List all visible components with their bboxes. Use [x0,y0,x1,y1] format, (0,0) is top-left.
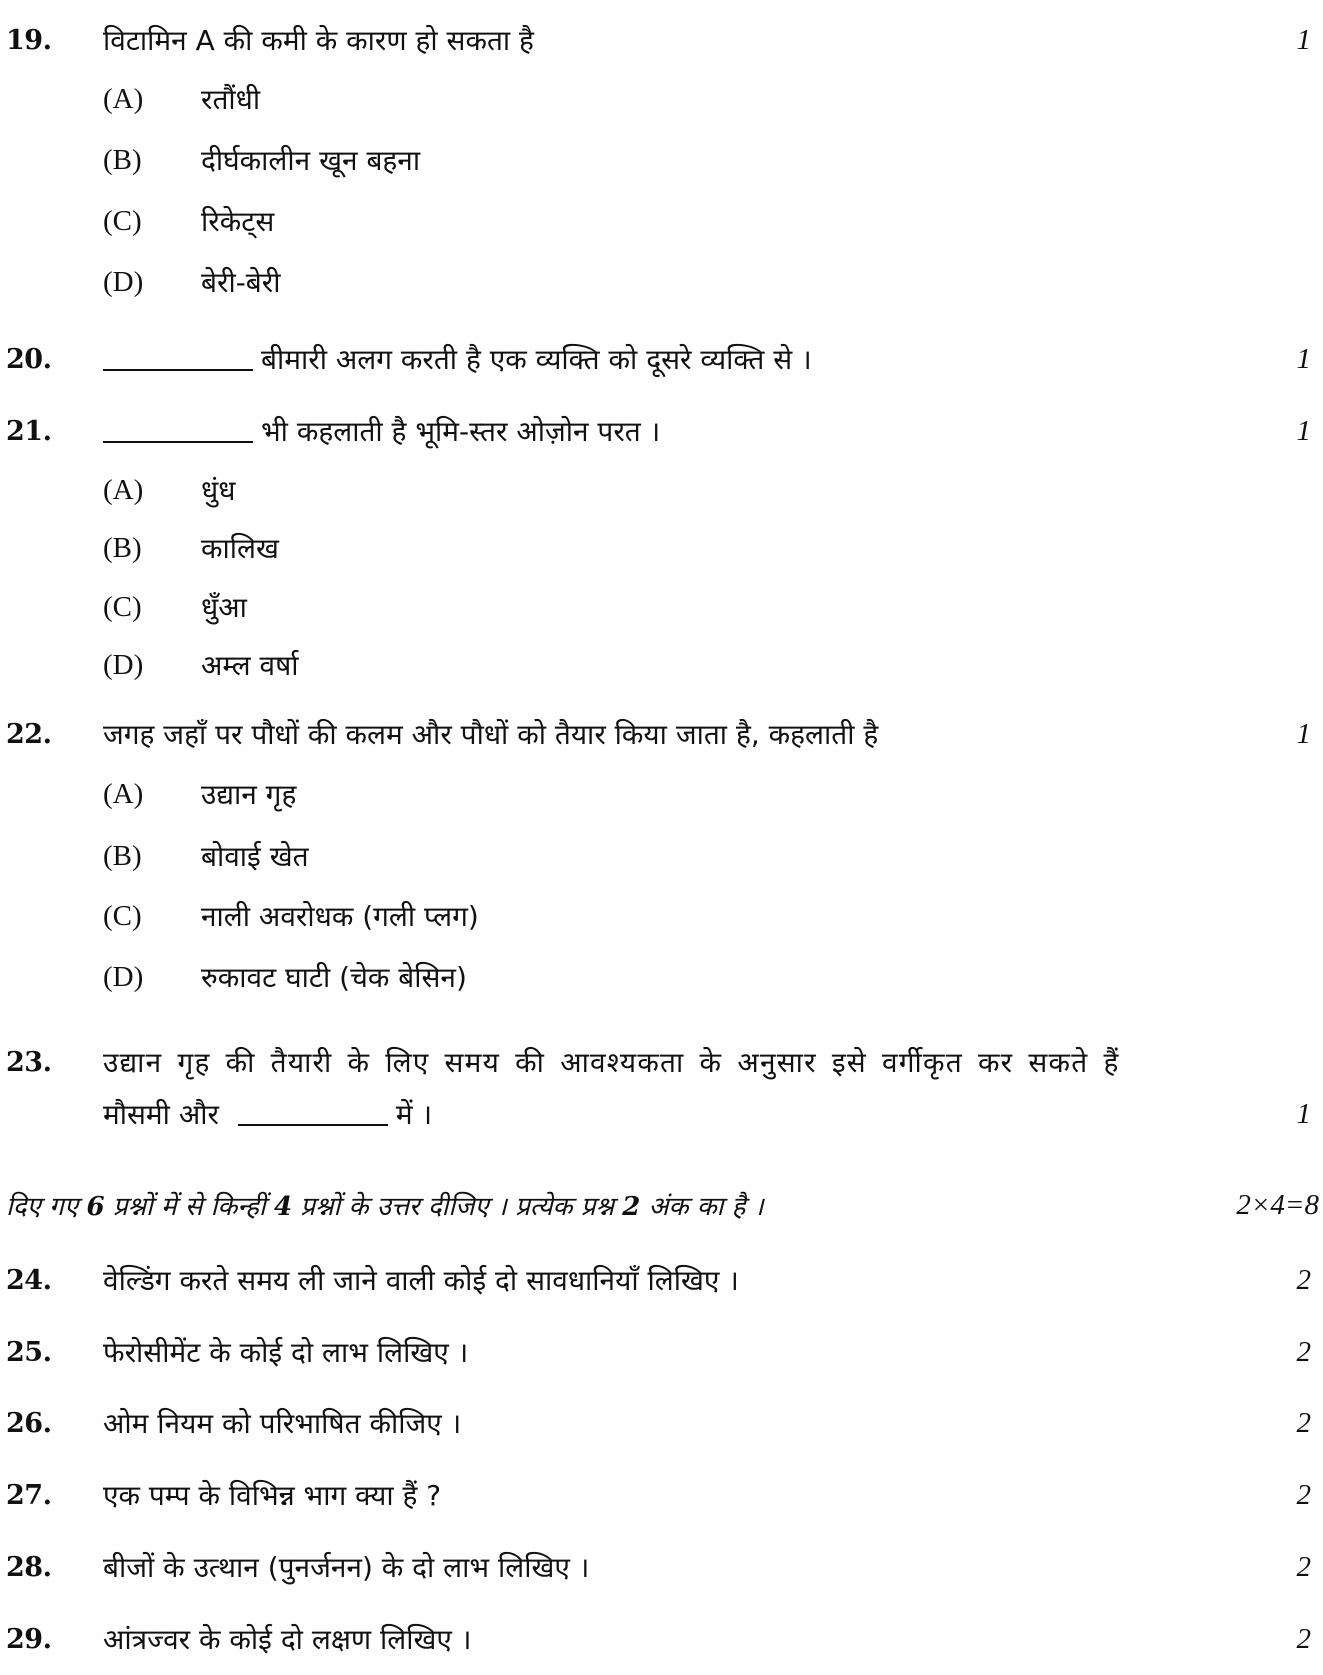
question-marks: 1 [1296,1097,1311,1130]
question-text-line2 [103,1095,432,1133]
question-marks: 2 [1296,1622,1311,1655]
question-text: आंत्रज्वर के कोई दो लक्षण लिखिए । [103,1623,472,1656]
question-number: 22. [6,718,52,750]
option-label: (D) [103,960,144,993]
question-text: बीमारी अलग करती है एक व्यक्ति को दूसरे व्यक्ति से । [261,343,812,376]
option-label: (B) [103,839,142,872]
question-text-before: मौसमी और [103,1098,219,1131]
option-d [0,260,1323,304]
instruction-count-attempt: 4 [273,1192,293,1222]
question-25 [0,1330,1323,1374]
option-label: (C) [103,590,142,623]
option-text: कालिख [201,532,279,565]
question-marks: 1 [1296,23,1311,56]
option-label: (B) [103,531,142,564]
option-text: बोवाई खेत [201,840,309,873]
option-label: (C) [103,204,142,237]
option-text: रतौंधी [201,83,261,116]
option-text: दीर्घकालीन खून बहना [201,144,421,177]
question-marks: 2 [1296,1550,1311,1583]
question-number: 29. [6,1623,52,1655]
option-label: (A) [103,473,144,506]
question-24 [0,1258,1323,1302]
question-text: ओम नियम को परिभाषित कीजिए । [103,1407,462,1440]
instruction-marks-each: 2 [622,1192,641,1222]
option-c [0,894,1323,938]
instruction-part: अंक का है । [640,1192,764,1222]
question-number: 24. [6,1264,52,1296]
question-text-line1: उद्यान गृह की तैयारी के लिए समय की आवश्यकता के अनुसार इसे वर्गीकृत कर सकते हैं [103,1046,1120,1079]
question-number: 20. [6,343,52,375]
option-a [0,468,1323,512]
question-marks: 2 [1296,1263,1311,1296]
option-text: बेरी-बेरी [201,266,281,299]
option-b [0,834,1323,878]
question-text: एक पम्प के विभिन्न भाग क्या हैं ? [103,1479,442,1512]
question-text: भी कहलाती है भूमि-स्तर ओज़ोन परत । [261,415,661,448]
fill-blank [103,368,253,371]
question-text: जगह जहाँ पर पौधों की कलम और पौधों को तैयार किया जाता है, कहलाती है [103,718,879,751]
instruction-text [6,1187,764,1223]
section-marks-formula: 2×4=8 [1236,1188,1319,1221]
option-b [0,138,1323,182]
option-text: रुकावट घाटी (चेक बेसिन) [201,961,467,994]
question-text-after: में । [395,1098,433,1131]
question-text-wrap [103,412,660,450]
option-b [0,526,1323,570]
question-21 [0,409,1323,453]
fill-blank [103,440,253,443]
question-text: विटामिन A की कमी के कारण हो सकता है [103,24,534,57]
question-text: फेरोसीमेंट के कोई दो लाभ लिखिए । [103,1336,469,1369]
option-text: धुँआ [201,591,247,624]
question-marks: 1 [1296,342,1311,375]
question-text-wrap [103,340,812,378]
fill-blank [238,1123,388,1126]
question-23-line2 [0,1092,1323,1136]
option-a [0,77,1323,121]
option-text: रिकेट्स [201,205,275,238]
question-number: 25. [6,1336,52,1368]
option-label: (B) [103,143,142,176]
question-28 [0,1545,1323,1589]
option-d [0,643,1323,687]
question-number: 23. [6,1046,52,1078]
question-number: 27. [6,1479,52,1511]
option-c [0,585,1323,629]
option-a [0,772,1323,816]
question-number: 26. [6,1407,52,1439]
instruction-count-total: 6 [86,1192,105,1222]
option-label: (A) [103,777,144,810]
option-text: उद्यान गृह [201,778,297,811]
option-label: (C) [103,899,142,932]
option-c [0,199,1323,243]
option-text: अम्ल वर्षा [201,649,299,682]
question-text: वेल्डिंग करते समय ली जाने वाली कोई दो सावधानियाँ लिखिए । [103,1264,739,1297]
instruction-part: प्रश्नों के उत्तर दीजिए । प्रत्येक प्रश्न [292,1192,623,1222]
option-label: (D) [103,648,144,681]
section-instruction [0,1183,1323,1227]
option-d [0,955,1323,999]
instruction-part: प्रश्नों में से किन्हीं [104,1192,274,1222]
question-marks: 1 [1296,414,1311,447]
option-text: नाली अवरोधक (गली प्लग) [201,900,479,933]
question-text: बीजों के उत्थान (पुनर्जनन) के दो लाभ लिखिए । [103,1551,590,1584]
question-marks: 2 [1296,1478,1311,1511]
question-27 [0,1473,1323,1517]
question-number: 19. [6,24,52,56]
question-marks: 2 [1296,1406,1311,1439]
option-text: धुंध [201,474,236,507]
option-label: (A) [103,82,144,115]
question-marks: 1 [1296,717,1311,750]
question-20 [0,337,1323,381]
option-label: (D) [103,265,144,298]
question-22 [0,712,1323,756]
instruction-part: दिए गए [6,1192,87,1222]
question-marks: 2 [1296,1335,1311,1368]
question-26 [0,1401,1323,1445]
question-number: 21. [6,415,52,447]
question-23 [0,1040,1323,1084]
question-29 [0,1617,1323,1661]
question-number: 28. [6,1551,52,1583]
question-19 [0,18,1323,62]
